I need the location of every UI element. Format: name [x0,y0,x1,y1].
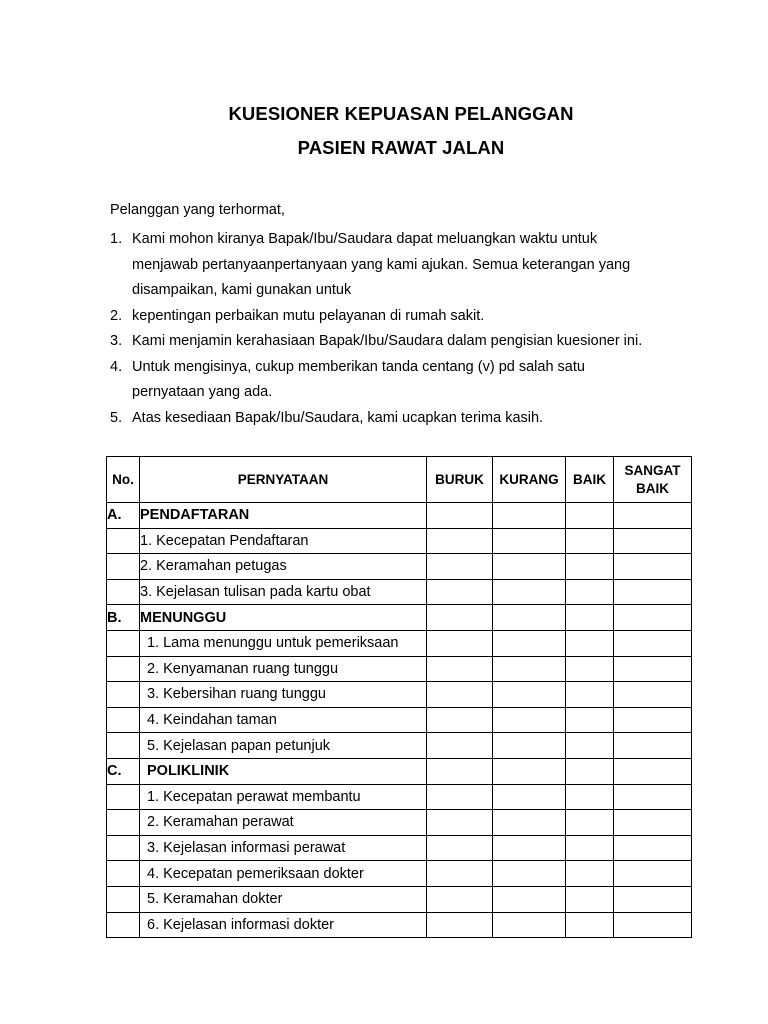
rating-kurang-cell[interactable] [493,630,566,656]
statement-cell: 3. Kejelasan tulisan pada kartu obat [140,579,427,605]
rating-baik-cell[interactable] [566,656,614,682]
rating-baik-cell[interactable] [566,912,614,938]
rating-sangat-baik-cell[interactable] [614,554,692,580]
rating-kurang-cell[interactable] [493,835,566,861]
list-number [110,380,132,406]
list-item [110,329,710,355]
statement-cell: 5. Keramahan dokter [140,886,427,912]
rating-sangat-baik-cell[interactable] [614,835,692,861]
header-sangat-baik [614,457,692,503]
table-header-row [107,457,692,503]
rating-buruk-cell[interactable] [427,707,493,733]
rating-sangat-baik-cell[interactable] [614,886,692,912]
statement-cell: 4. Keindahan taman [140,707,427,733]
section-title: PENDAFTARAN [140,503,427,529]
questionnaire-body [107,503,692,938]
row-number-cell [107,579,140,605]
list-text: kepentingan perbaikan mutu pelayanan di rumah sakit. [132,307,485,324]
rating-kurang-cell[interactable] [493,579,566,605]
list-item [110,304,710,330]
statement-cell: 1. Kecepatan Pendaftaran [140,528,427,554]
rating-sangat-baik-cell[interactable] [614,656,692,682]
section-code: C. [107,758,140,784]
row-number-cell [107,630,140,656]
table-row [107,861,692,887]
row-number-cell [107,528,140,554]
rating-sangat-baik-cell[interactable] [614,733,692,759]
list-item [110,406,710,432]
table-row [107,682,692,708]
rating-buruk-cell [427,503,493,529]
document-title: KUESIONER KEPUASAN PELANGGAN [228,103,574,124]
rating-baik-cell[interactable] [566,835,614,861]
questionnaire-table [106,456,692,938]
statement-cell: 5. Kejelasan papan petunjuk [140,733,427,759]
section-row [107,758,692,784]
list-text: Kami menjamin kerahasiaan Bapak/Ibu/Saudara dalam pengisian kuesioner ini. [132,333,643,349]
header-no: No. [107,457,140,503]
rating-buruk-cell[interactable] [427,835,493,861]
rating-kurang-cell[interactable] [493,528,566,554]
table-row [107,835,692,861]
list-text: menjawab pertanyaanpertanyaan yang kami ajukan. Semua keterangan yang [132,256,631,273]
rating-buruk-cell[interactable] [427,554,493,580]
table-row [107,579,692,605]
rating-kurang-cell [493,758,566,784]
rating-baik-cell[interactable] [566,528,614,554]
row-number-cell [107,554,140,580]
rating-baik-cell[interactable] [566,630,614,656]
table-row [107,528,692,554]
rating-sangat-baik-cell[interactable] [614,861,692,887]
rating-buruk-cell[interactable] [427,912,493,938]
rating-baik-cell[interactable] [566,784,614,810]
list-number: 3. [110,333,123,349]
rating-buruk-cell[interactable] [427,630,493,656]
list-number: 5. [110,409,123,426]
rating-sangat-baik-cell[interactable] [614,579,692,605]
row-number-cell [107,656,140,682]
rating-baik-cell[interactable] [566,861,614,887]
list-item [110,355,710,381]
rating-sangat-baik-cell[interactable] [614,630,692,656]
table-row [107,707,692,733]
list-number: 1. [110,231,123,247]
rating-buruk-cell[interactable] [427,810,493,836]
statement-cell: 6. Kejelasan informasi dokter [140,912,427,938]
row-number-cell [107,861,140,887]
statement-cell: 2. Keramahan petugas [140,554,427,580]
rating-sangat-baik-cell[interactable] [614,912,692,938]
rating-baik-cell[interactable] [566,707,614,733]
header-sangat-line2: BAIK [636,480,669,496]
rating-baik-cell[interactable] [566,682,614,708]
rating-sangat-baik-cell [614,605,692,631]
rating-buruk-cell[interactable] [427,579,493,605]
rating-buruk-cell[interactable] [427,886,493,912]
statement-cell: 4. Kecepatan pemeriksaan dokter [140,861,427,887]
rating-kurang-cell[interactable] [493,733,566,759]
table-row [107,630,692,656]
table-row [107,810,692,836]
list-number [110,278,132,304]
list-item [110,380,710,406]
header-statement: PERNYATAAN [140,457,427,503]
rating-buruk-cell[interactable] [427,656,493,682]
header-sangat-line1: SANGAT [624,462,681,478]
row-number-cell [107,784,140,810]
list-item [110,227,710,253]
list-text: Kami mohon kiranya Bapak/Ibu/Saudara dapat meluangkan waktu untuk [132,231,598,247]
list-text: Untuk mengisinya, cukup memberikan tanda centang (v) pd salah satu [132,358,585,375]
rating-kurang-cell[interactable] [493,810,566,836]
statement-cell: 2. Kenyamanan ruang tunggu [140,656,427,682]
table-row [107,784,692,810]
row-number-cell [107,810,140,836]
rating-sangat-baik-cell[interactable] [614,784,692,810]
rating-buruk-cell[interactable] [427,682,493,708]
rating-buruk-cell [427,758,493,784]
rating-kurang-cell[interactable] [493,656,566,682]
header-baik: BAIK [566,457,614,503]
rating-baik-cell [566,503,614,529]
statement-cell: 2. Keramahan perawat [140,810,427,836]
row-number-cell [107,682,140,708]
section-row [107,605,692,631]
rating-baik-cell[interactable] [566,579,614,605]
table-row [107,656,692,682]
rating-sangat-baik-cell[interactable] [614,528,692,554]
rating-baik-cell[interactable] [566,733,614,759]
rating-sangat-baik-cell[interactable] [614,707,692,733]
table-row [107,554,692,580]
rating-sangat-baik-cell[interactable] [614,682,692,708]
section-title: MENUNGGU [140,605,427,631]
list-number [110,253,132,279]
section-code: A. [107,503,140,529]
rating-kurang-cell[interactable] [493,784,566,810]
rating-kurang-cell[interactable] [493,707,566,733]
rating-kurang-cell [493,503,566,529]
rating-buruk-cell[interactable] [427,733,493,759]
statement-cell: 1. Kecepatan perawat membantu [140,784,427,810]
rating-sangat-baik-cell [614,503,692,529]
rating-kurang-cell[interactable] [493,554,566,580]
row-number-cell [107,835,140,861]
header-buruk: BURUK [427,457,493,503]
list-number: 4. [110,358,123,375]
rating-baik-cell [566,758,614,784]
rating-buruk-cell[interactable] [427,528,493,554]
rating-baik-cell [566,605,614,631]
list-text: pernyataan yang ada. [132,384,273,400]
table-row [107,733,692,759]
row-number-cell [107,912,140,938]
greeting-text: Pelanggan yang terhormat, [110,202,285,218]
list-text: disampaikan, kami gunakan untuk [132,282,352,298]
rating-kurang-cell [493,605,566,631]
statement-cell: 1. Lama menunggu untuk pemeriksaan [140,630,427,656]
table-row [107,886,692,912]
statement-cell: 3. Kejelasan informasi perawat [140,835,427,861]
rating-baik-cell[interactable] [566,554,614,580]
rating-kurang-cell[interactable] [493,912,566,938]
statement-cell: 3. Kebersihan ruang tunggu [140,682,427,708]
rating-buruk-cell[interactable] [427,861,493,887]
row-number-cell [107,707,140,733]
section-code: B. [107,605,140,631]
header-kurang: KURANG [493,457,566,503]
rating-sangat-baik-cell [614,758,692,784]
rating-buruk-cell [427,605,493,631]
rating-sangat-baik-cell[interactable] [614,810,692,836]
rating-kurang-cell[interactable] [493,682,566,708]
rating-kurang-cell[interactable] [493,886,566,912]
row-number-cell [107,886,140,912]
rating-buruk-cell[interactable] [427,784,493,810]
rating-baik-cell[interactable] [566,886,614,912]
list-item [110,253,710,279]
list-text: Atas kesediaan Bapak/Ibu/Saudara, kami ucapkan terima kasih. [132,409,544,426]
table-row [107,912,692,938]
section-title: POLIKLINIK [140,758,427,784]
row-number-cell [107,733,140,759]
list-item [110,278,710,304]
instructions-list [110,227,710,431]
rating-kurang-cell[interactable] [493,861,566,887]
section-row [107,503,692,529]
document-subtitle: PASIEN RAWAT JALAN [297,137,505,158]
rating-baik-cell[interactable] [566,810,614,836]
list-number: 2. [110,307,123,324]
